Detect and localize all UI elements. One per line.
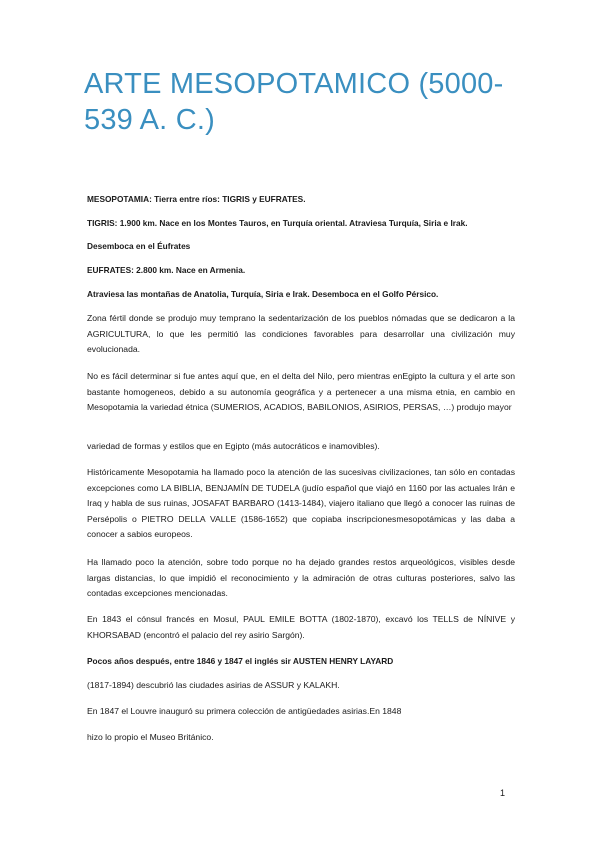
paragraph-no-es-facil: No es fácil determinar si fue antes aquí que, en el delta del Nilo, pero mientras enEgipto la cultura y el arte son bastante homogeneos, debido a su autonomía geográfica y a pertenecer a una misma etnia, en cambio en Mesopotamia la variedad étnica (SUMERIOS, ACADIOS, BABILONIOS, ASIRIOS, PERSAS, …) produjo mayor	[87, 371, 515, 412]
paragraph-pocos-anos: Pocos años después, entre 1846 y 1847 el inglés sir AUSTEN HENRY LAYARD	[87, 656, 394, 666]
paragraph-museo-britanico: hizo lo propio el Museo Británico.	[87, 732, 214, 742]
paragraph-variedad: variedad de formas y estilos que en Egipto (más autocráticos e inamovibles).	[87, 441, 380, 451]
paragraph-eufrates-atraviesa: Atraviesa las montañas de Anatolia, Turquía, Siria e Irak. Desemboca en el Golfo Pérsico.	[87, 289, 439, 299]
paragraph-zona-fertil: Zona fértil donde se produjo muy temprano la sedentarización de los pueblos nómadas que se dedicaron a la AGRICULTURA, lo que les permitió las condiciones favorables para desarrollar una civilización muy evolucionada.	[87, 313, 515, 354]
page-title: ARTE MESOPOTAMICO (5000-539 A. C.)	[84, 68, 504, 136]
paragraph-historicamente: Históricamente Mesopotamia ha llamado poco la atención de las sucesivas civilizaciones, tan sólo en contadas excepciones como LA BIBLIA, BENJAMÍN DE TUDELA (judío español que viajó en 1160 por las actuales Irán e Iraq y habla de sus ruinas, JOSAFAT BARBARO (1413-1484), viajero italiano que llegó a conocer las ruinas de Persépolis o PIETRO DELLA VALLE (1586-1652) que copiaba inscripcionesmesopotámicas y las daba a conocer a sabios europeos.	[87, 467, 515, 539]
paragraph-1817: (1817-1894) descubrió las ciudades asirias de ASSUR y KALAKH.	[87, 680, 340, 690]
paragraph-1843: En 1843 el cónsul francés en Mosul, PAUL EMILE BOTTA (1802-1870), excavó los TELLS de NÍNIVE y KHORSABAD (encontró el palacio del rey asirio Sargón).	[87, 614, 515, 640]
paragraph-eufrates: EUFRATES: 2.800 km. Nace en Armenia.	[87, 265, 246, 275]
paragraph-ha-llamado: Ha llamado poco la atención, sobre todo porque no ha dejado grandes restos arqueológicos, visibles desde largas distancias, lo que impidió el reconocimiento y la admiración de otras culturas posteriores, salvo las contadas excepciones mencionadas.	[87, 557, 515, 598]
paragraph-1847: En 1847 el Louvre inauguró su primera colección de antigüedades asirias.En 1848	[87, 706, 402, 716]
paragraph-tigris: TIGRIS: 1.900 km. Nace en los Montes Tauros, en Turquía oriental. Atraviesa Turquía, Siria e Irak.	[87, 218, 468, 228]
paragraph-tigris-desemboca: Desemboca en el Éufrates	[87, 241, 191, 251]
page-number: 1	[500, 788, 506, 798]
paragraph-mesopotamia: MESOPOTAMIA: Tierra entre ríos: TIGRIS y EUFRATES.	[87, 194, 306, 204]
